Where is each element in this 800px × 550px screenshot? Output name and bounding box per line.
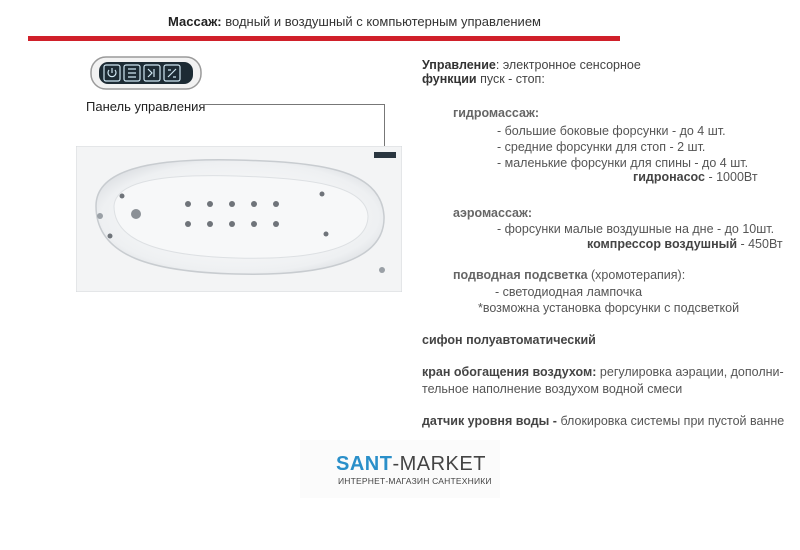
aero-compressor	[587, 237, 783, 251]
compressor-label: компрессор воздушный	[587, 237, 737, 251]
brand-logo	[336, 453, 486, 476]
functions-label: функции	[422, 72, 477, 86]
light-heading	[453, 268, 685, 282]
bathtub-image	[76, 146, 402, 292]
page-title	[168, 14, 541, 29]
control-label: Управление	[422, 58, 496, 72]
light-note: *возможна установка форсунки с подсветкой	[478, 301, 740, 315]
brand-part-b: -MARKET	[392, 453, 486, 475]
brand-part-a: SANT	[336, 453, 393, 475]
header-divider	[28, 36, 620, 41]
siphon-label: сифон полуавтоматический	[422, 333, 596, 347]
hydro-item-1: - большие боковые форсунки - до 4 шт.	[497, 124, 726, 138]
sensor-line	[422, 414, 784, 428]
hydro-pump	[633, 170, 758, 184]
light-heading-bold: подводная подсветка	[453, 268, 588, 282]
aero-item: - форсунки малые воздушные на дне - до 10шт.	[497, 222, 775, 236]
brand-subtitle: ИНТЕРНЕТ-МАГАЗИН САНТЕХНИКИ	[338, 476, 492, 486]
sensor-text: блокировка системы при пустой ванне	[556, 414, 785, 428]
pump-label: гидронасос	[633, 170, 705, 184]
pump-value: - 1000Вт	[704, 170, 758, 184]
panel-caption: Панель управления	[86, 99, 206, 114]
title-bold: Массаж:	[168, 14, 222, 29]
control-value: : электронное сенсорное	[495, 58, 641, 72]
valve-line-1	[422, 365, 784, 379]
aero-heading: аэромассаж:	[453, 206, 533, 220]
functions-value: пуск - стоп:	[476, 72, 545, 86]
compressor-value: - 450Вт	[737, 237, 783, 251]
valve-line-2: тельное наполнение воздухом водной смеси	[422, 382, 683, 396]
title-rest: водный и воздушный с компьютерным управлением	[221, 14, 541, 29]
hydro-item-3: - маленькие форсунки для спины - до 4 шт.	[497, 156, 749, 170]
hydro-heading: гидромассаж:	[453, 106, 539, 120]
light-item: - светодиодная лампочка	[495, 285, 643, 299]
light-heading-rest: (хромотерапия):	[587, 268, 686, 282]
control-line	[422, 58, 641, 86]
valve-label: кран обогащения воздухом:	[422, 365, 597, 379]
valve-text-1: регулировка аэрации, дополни-	[596, 365, 784, 379]
sensor-label: датчик уровня воды -	[422, 414, 557, 428]
hydro-item-2: - средние форсунки для стоп - 2 шт.	[497, 140, 706, 154]
control-panel-image	[90, 56, 202, 90]
